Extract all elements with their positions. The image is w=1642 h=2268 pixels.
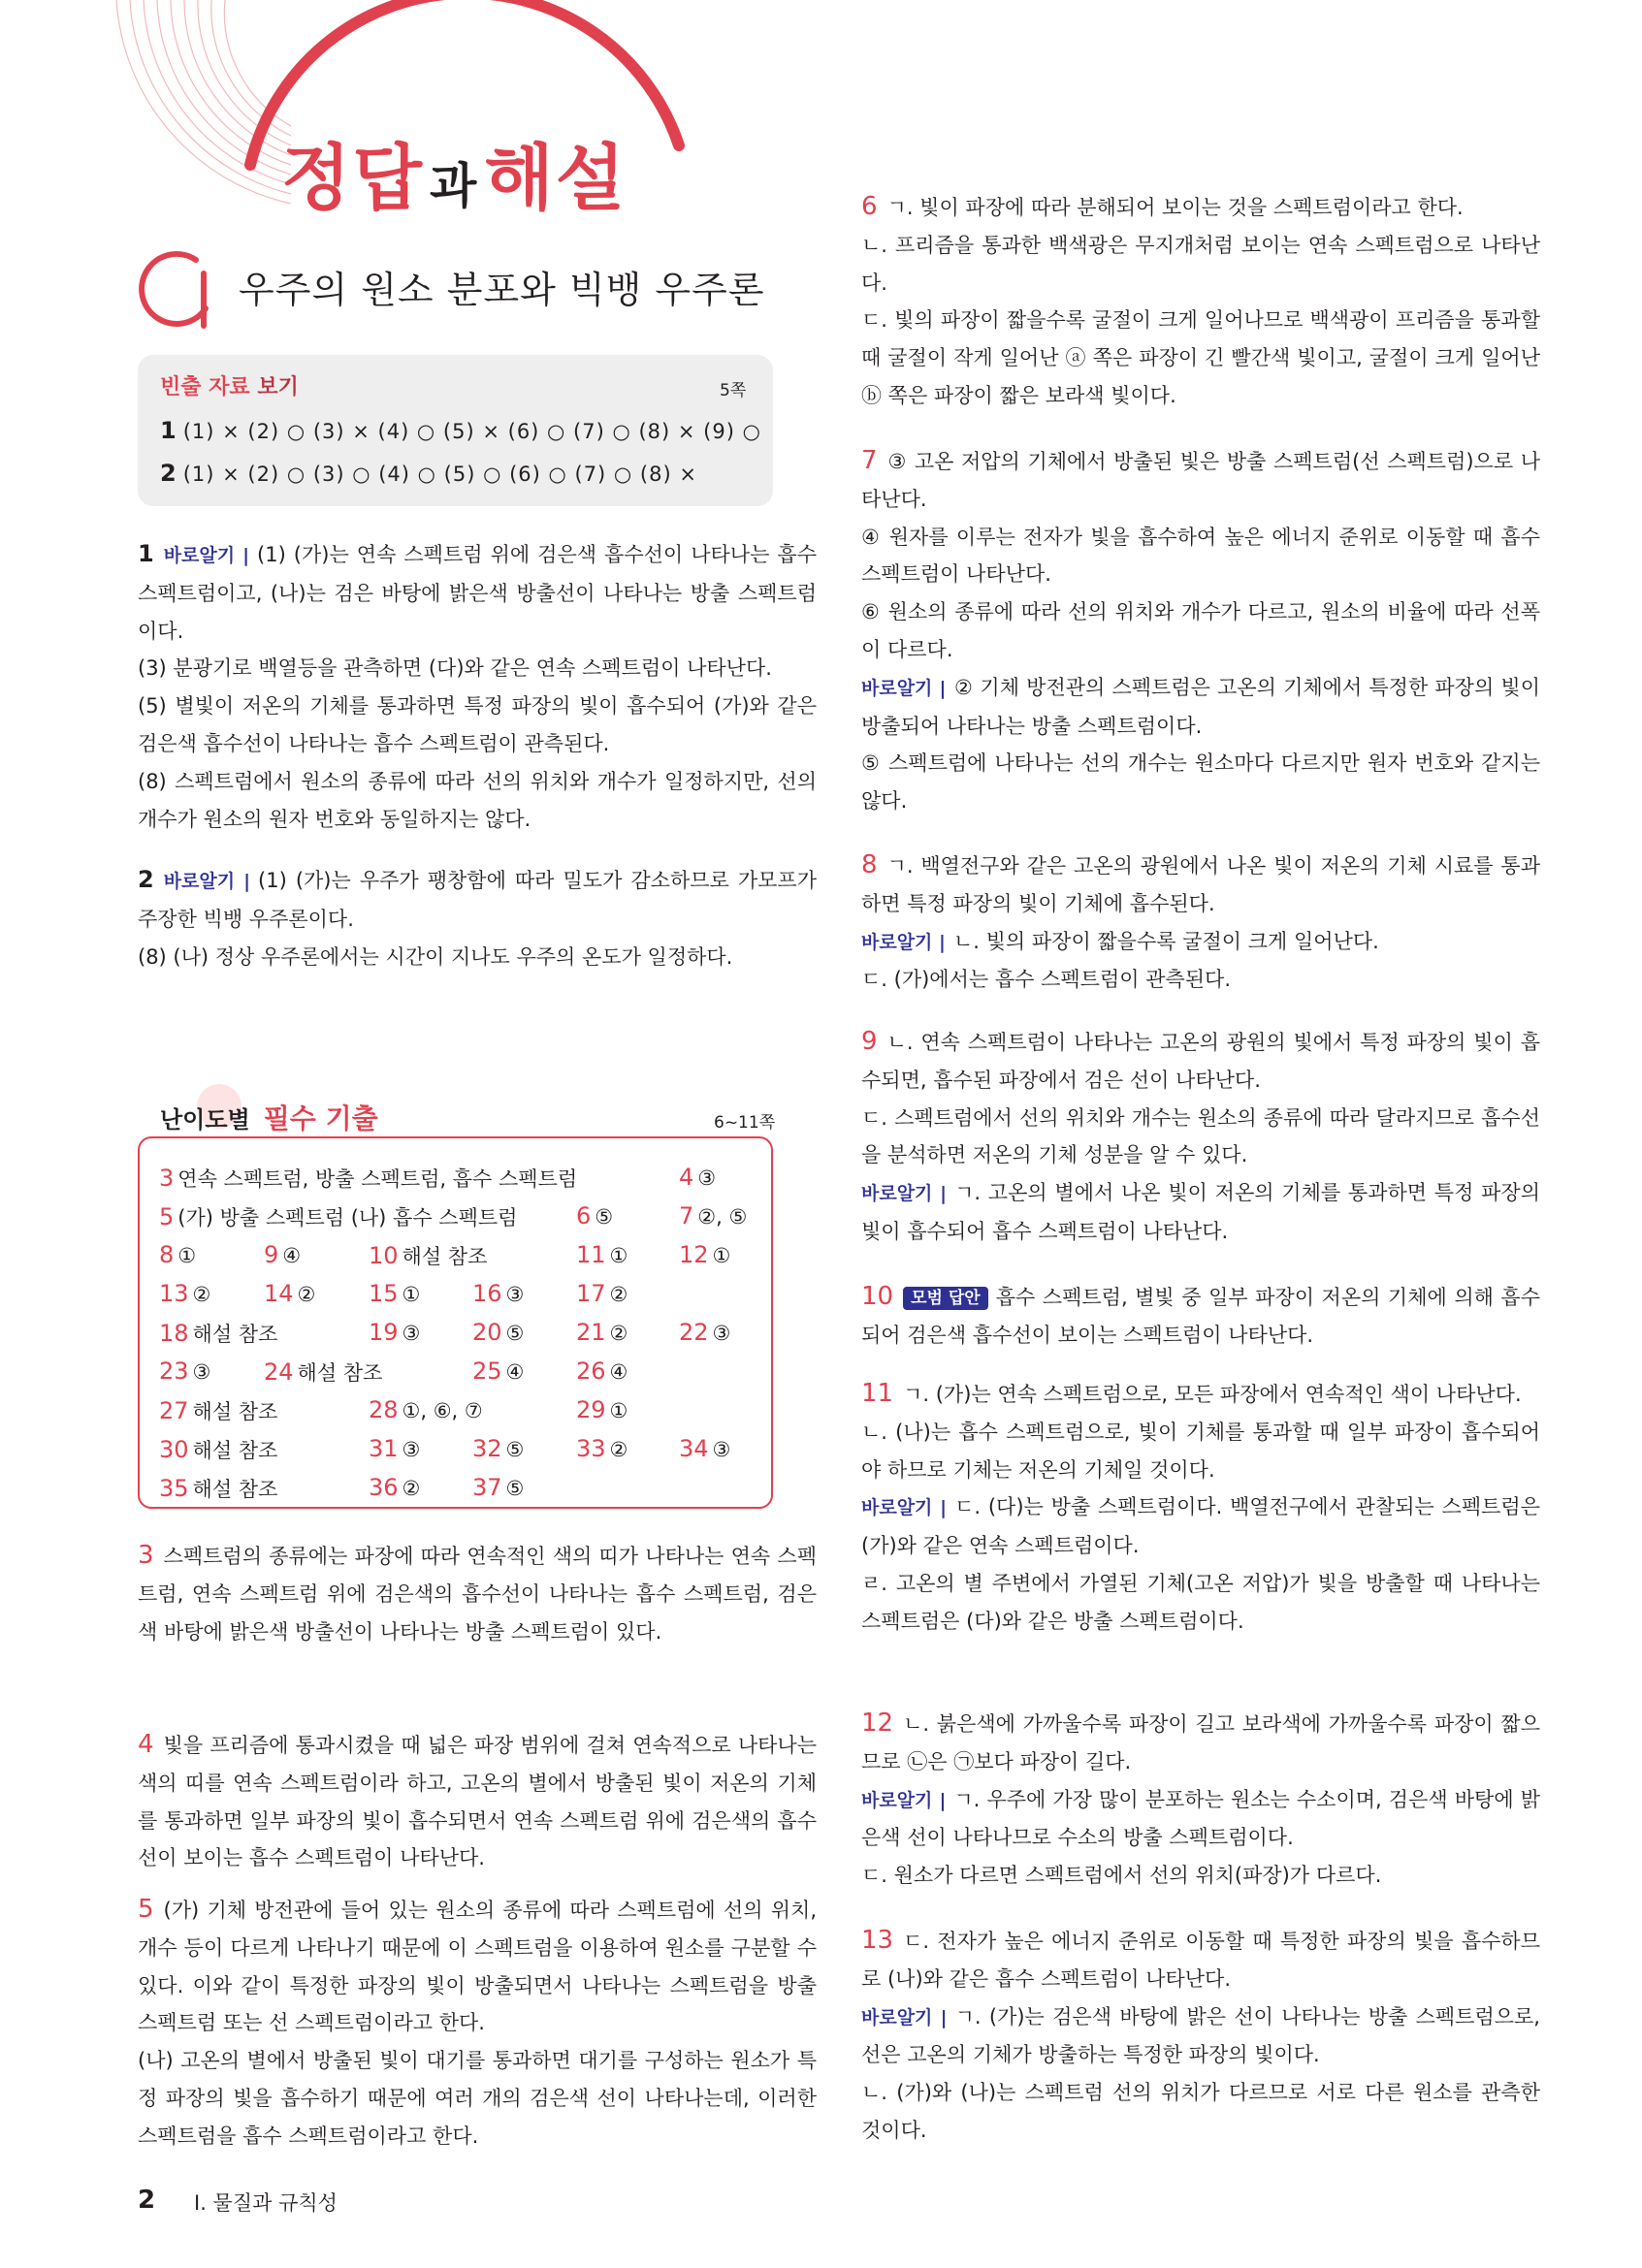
page-title [281,121,627,224]
answer-cell [159,1396,277,1425]
answer-row-number: 2 [160,460,177,487]
answer-cell [159,1280,210,1307]
answer-cell-number: 17 [576,1280,606,1307]
answer-cell-number: 9 [264,1241,279,1268]
answer-row-2 [160,460,697,487]
explanation-5 [138,1891,817,2156]
answer-cell-number: 31 [369,1435,399,1462]
answer-cell-number: 4 [679,1164,694,1191]
answer-cell-value: ② [609,1283,628,1306]
answer-cell-number: 21 [576,1319,606,1346]
answer-cell-value: ③ [505,1283,525,1306]
answer-cell-number: 33 [576,1435,606,1462]
answer-cell-value: 해설 참조 [192,1478,278,1501]
answer-cell-number: 22 [679,1319,709,1346]
answer-row-number: 1 [160,417,177,444]
correction-tag: 바로알기 | [861,2006,948,2028]
frequent-heading-main: 빈출 자료 [160,375,250,399]
answer-cell [264,1280,315,1307]
answer-cell [159,1202,517,1231]
explanation-line: ⑥ 원소의 종류에 따라 선의 위치와 개수가 다르고, 원소의 비율에 따라 선폭이 다르다. [861,600,1540,661]
chapter-number-mark [136,244,233,341]
explanation-line: ② 기체 방전관의 스펙트럼은 고온의 기체에서 특정한 파장의 빛이 방출되어 나타나는 방출 스펙트럼이다. [861,675,1540,738]
chapter-number: 01 [175,304,177,305]
explanation-line: ㄴ. (나)는 흡수 스펙트럼으로, 빛이 기체를 통과할 때 일부 파장이 흡수되어야 하므로 기체는 저온의 기체일 것이다. [861,1420,1540,1482]
title-part-3: 해설 [484,137,628,220]
answer-cell-number: 7 [679,1202,694,1230]
question-number: 6 [861,192,878,221]
question-number: 5 [138,1895,154,1924]
explanation-line: (8) (나) 정상 우주론에서는 시간이 지나도 우주의 온도가 일정하다. [138,944,733,969]
answer-cell-number: 30 [159,1436,189,1463]
page-number: 2 [138,2186,156,2215]
correction-tag: 바로알기 | [861,1497,948,1519]
question-number: 13 [861,1926,894,1955]
answer-cell-number: 16 [472,1280,502,1307]
explanation-9 [861,1023,1540,1251]
answer-cell-number: 15 [369,1280,399,1307]
answer-cell-value: ① [609,1244,628,1267]
answer-cell-number: 36 [369,1474,399,1501]
explanation-8 [861,847,1540,999]
answer-cell-value: ② [609,1438,628,1461]
answer-cell-number: 8 [159,1241,175,1268]
answer-cell [679,1241,730,1268]
answer-cell-number: 14 [264,1280,294,1307]
difficulty-heading-main: 필수 기출 [263,1102,378,1134]
explanation-line: (1) (가)는 우주가 팽창함에 따라 밀도가 감소하므로 가모프가 주장한 빅뱅 우주론이다. [138,869,817,931]
explanation-line: ㄱ. (가)는 검은색 바탕에 밝은 선이 나타나는 방출 스펙트럼으로, 선은 고온의 기체가 방출하는 특정한 파장의 빛이다. [861,2004,1540,2067]
answer-cell-value: ④ [505,1360,525,1384]
explanation-13 [861,1922,1540,2150]
explanation-line: ㄷ. 스펙트럼에서 선의 위치와 개수는 원소의 종류에 따라 달라지므로 흡수선을 분석하면 저온의 기체 성분을 알 수 있다. [861,1105,1540,1167]
answer-cell-value: ③ [192,1360,211,1384]
answer-cell [679,1435,730,1462]
explanation-line: ㄷ. (가)에서는 흡수 스펙트럼이 관측된다. [861,968,1232,992]
answer-cell-number: 13 [159,1280,189,1307]
frequent-page-ref: 5쪽 [720,381,747,400]
answer-cell [679,1164,716,1191]
answer-cell-value: ② [192,1283,211,1306]
answer-cell [264,1358,382,1387]
explanation-line: 흡수 스펙트럼, 별빛 중 일부 파장이 저온의 기체에 의해 흡수되어 검은색 흡수선이 보이는 스펙트럼이 나타난다. [861,1286,1540,1347]
answer-cell-number: 35 [159,1475,189,1502]
difficulty-heading [160,1098,378,1136]
answer-cell [472,1435,524,1462]
title-part-1: 정답 [281,137,424,220]
explanation-line: ④ 원자를 이루는 전자가 빛을 흡수하여 높은 에너지 준위로 이동할 때 흡수 스펙트럼이 나타난다. [861,525,1540,587]
answer-cell-value: ③ [402,1322,421,1345]
explanation-3 [138,1537,817,1650]
answer-cell [264,1241,301,1268]
question-number: 4 [138,1730,154,1759]
answer-cell-number: 34 [679,1435,709,1462]
answer-cell-value: ④ [609,1360,628,1384]
answer-cell-number: 28 [369,1396,399,1423]
explanation-line: ㄴ. (가)와 (나)는 스펙트럼 선의 위치가 다르므로 서로 다른 원소를 관측한 것이다. [861,2081,1540,2142]
answer-cell [369,1241,487,1270]
answer-cell-value: ⑤ [505,1477,525,1500]
answer-cell-value: ⑤ [505,1322,525,1345]
answer-cell-value: ③ [712,1438,731,1461]
answer-cell-number: 27 [159,1397,189,1424]
answer-cell [369,1396,483,1423]
answer-cell-value: 해설 참조 [192,1439,278,1462]
answer-cell [472,1474,524,1501]
answer-cell-value: ②, ⑤ [697,1205,748,1229]
question-number: 3 [138,1541,154,1570]
correction-tag: 바로알기 | [861,1789,947,1811]
difficulty-page-ref: 6~11쪽 [714,1113,776,1133]
answer-cell-number: 29 [576,1396,606,1423]
explanation-line: (나) 고온의 별에서 방출된 빛이 대기를 통과하면 대기를 구성하는 원소가 특정 파장의 빛을 흡수하기 때문에 여러 개의 검은색 선이 나타나는데, 이러한 스펙트럼을 흡수 스펙트럼이라고 한다. [138,2049,817,2148]
answer-cell [472,1280,524,1307]
explanation-line: ㄱ. 우주에 가장 많이 분포하는 원소는 수소이며, 검은색 바탕에 밝은색 선이 나타나므로 수소의 방출 스펙트럼이다. [861,1787,1540,1850]
answer-cell [159,1474,277,1503]
answer-cell-value: ① [712,1244,731,1267]
answer-cell-value: ① [609,1399,628,1422]
answer-cell [679,1319,730,1346]
answer-cell [159,1358,210,1385]
correction-tag: 바로알기 | [163,545,250,566]
question-number: 10 [861,1282,894,1311]
answer-cell [576,1202,613,1230]
answer-cell-number: 20 [472,1319,502,1346]
frequent-heading-sub: 보기 [257,375,299,399]
answer-cell-value: ② [609,1322,628,1345]
explanation-line: ㄴ. 프리즘을 통과한 백색광은 무지개처럼 보이는 연속 스펙트럼으로 나타난다. [861,233,1540,295]
correction-tag: 바로알기 | [861,931,946,953]
answer-cell-value: ② [297,1283,316,1306]
answer-cell-value: 연속 스펙트럼, 방출 스펙트럼, 흡수 스펙트럼 [177,1167,578,1191]
explanation-line: (3) 분광기로 백열등을 관측하면 (다)와 같은 연속 스펙트럼이 나타난다. [138,656,772,681]
answer-cell [369,1280,420,1307]
answer-cell-value: ③ [402,1438,421,1461]
answer-cell-number: 19 [369,1319,399,1346]
answer-cell-number: 32 [472,1435,502,1462]
explanation-line: (5) 별빛이 저온의 기체를 통과하면 특정 파장의 빛이 흡수되어 (가)와 같은 검은색 흡수선이 나타나는 흡수 스펙트럼이 관측된다. [138,694,817,755]
explanation-line: 빛을 프리즘에 통과시켰을 때 넓은 파장 범위에 걸쳐 연속적으로 나타나는 색의 띠를 연속 스펙트럼이라 하고, 고온의 별에서 방출된 빛이 저온의 기체를 통과하면 일부 파장의 빛이 흡수되면서 연속 스펙트럼 위에 검은색의 흡수선이 보이는 흡수 스펙트럼이 나타난다. [138,1734,817,1870]
answer-cell-number: 26 [576,1358,606,1385]
explanation-line: (가) 기체 방전관에 들어 있는 원소의 종류에 따라 스펙트럼에 선의 위치, 개수 등이 다르게 나타나기 때문에 이 스펙트럼을 이용하여 원소를 구분할 수 있다. 이와 같이 특정한 파장의 빛이 방출되면서 나타나는 스펙트럼을 방출 스펙트럼 또는 선 스펙트럼이라고 한다. [138,1899,817,2035]
answer-cell [472,1319,524,1346]
explanation-line: ㄴ. 붉은색에 가까울수록 파장이 길고 보라색에 가까울수록 파장이 짧으므로 ㉡은 ㉠보다 파장이 길다. [861,1712,1540,1773]
question-number: 9 [861,1027,878,1056]
answer-cell [679,1202,747,1230]
answer-cell [159,1164,577,1193]
answer-cell-value: ④ [282,1244,302,1267]
answer-cell [472,1358,524,1385]
explanation-6 [861,188,1540,415]
answer-cell-value: ③ [712,1322,731,1345]
answer-cell [576,1435,628,1462]
model-answer-badge: 모범 답안 [903,1287,988,1310]
answer-cell-number: 12 [679,1241,709,1268]
question-number: 1 [138,540,154,567]
answer-cell-number: 24 [264,1358,294,1386]
answer-cell [159,1435,277,1464]
explanation-line: ㄱ. (가)는 연속 스펙트럼으로, 모든 파장에서 연속적인 색이 나타난다. [903,1383,1522,1406]
correction-tag: 바로알기 | [861,677,947,699]
answer-row-values: (1) × (2) ○ (3) ○ (4) ○ (5) ○ (6) ○ (7) ○ (8) × [182,463,697,486]
answer-cell-number: 10 [369,1242,399,1269]
answer-cell-number: 5 [159,1203,175,1230]
answer-cell [576,1241,628,1268]
answer-cell [369,1319,420,1346]
question-number: 11 [861,1379,894,1408]
answer-cell [576,1319,628,1346]
explanation-line: (8) 스펙트럼에서 원소의 종류에 따라 선의 위치와 개수가 일정하지만, 선의 개수가 원소의 원자 번호와 동일하지는 않다. [138,769,817,831]
answer-row-values: (1) × (2) ○ (3) × (4) ○ (5) × (6) ○ (7) ○ (8) × (9) ○ [182,420,761,443]
answer-cell [576,1358,628,1385]
explanation-7 [861,442,1540,820]
explanation-line: ㄷ. (다)는 방출 스펙트럼이다. 백열전구에서 관찰되는 스펙트럼은 (가)와 같은 연속 스펙트럼이다. [861,1495,1540,1558]
explanation-line: ㄷ. 빛의 파장이 짧을수록 굴절이 크게 일어나므로 백색광이 프리즘을 통과할 때 굴절이 작게 일어난 ⓐ 쪽은 파장이 긴 빨간색 빛이고, 굴절이 크게 일어난 ⓑ 쪽은 파장이 짧은 보라색 빛이다. [861,308,1540,407]
question-number: 7 [861,446,878,475]
explanation-line: ㄷ. 전자가 높은 에너지 준위로 이동할 때 특정한 파장의 빛을 흡수하므로 (나)와 같은 흡수 스펙트럼이 나타난다. [861,1930,1540,1991]
answer-cell-number: 6 [576,1202,592,1230]
explanation-4 [138,1726,817,1877]
answer-cell-number: 23 [159,1358,189,1385]
explanation-11 [861,1375,1540,1641]
answer-cell-number: 3 [159,1165,175,1192]
answer-cell [576,1280,628,1307]
answer-cell-value: ② [402,1477,421,1500]
answer-cell-number: 18 [159,1320,189,1347]
explanation-line: ㄱ. 고온의 별에서 나온 빛이 저온의 기체를 통과하면 특정 파장의 빛이 흡수되어 흡수 스펙트럼이 나타난다. [861,1181,1540,1243]
explanation-line: ⑤ 스펙트럼에 나타나는 선의 개수는 원소마다 다르지만 원자 번호와 같지는 않다. [861,751,1540,814]
explanation-10 [861,1278,1540,1355]
answer-cell-value: ③ [697,1166,717,1190]
answer-cell-value: ⑤ [595,1205,614,1229]
explanation-1 [138,535,817,838]
answer-cell [576,1396,628,1423]
section-name: Ⅰ. 물질과 규칙성 [194,2191,338,2215]
explanation-line: ㄴ. 연속 스펙트럼이 나타나는 고온의 광원의 빛에서 특정 파장의 빛이 흡수되면, 흡수된 파장에서 검은 선이 나타난다. [861,1031,1540,1092]
chapter-title: 우주의 원소 분포와 빅뱅 우주론 [239,269,765,311]
title-part-2: 과 [429,158,479,214]
explanation-line: ③ 고온 저압의 기체에서 방출된 빛은 방출 스펙트럼(선 스펙트럼)으로 나타난다. [861,450,1540,511]
answer-cell-value: ① [402,1283,421,1306]
answer-cell-value: 해설 참조 [402,1245,488,1268]
explanation-line: (1) (가)는 연속 스펙트럼 위에 검은색 흡수선이 나타나는 흡수 스펙트럼이고, (나)는 검은 바탕에 밝은색 방출선이 나타나는 방출 스펙트럼이다. [138,543,817,643]
answer-cell-value: (가) 방출 스펙트럼 (나) 흡수 스펙트럼 [177,1206,518,1230]
question-number: 8 [861,850,878,879]
explanation-line: ㄴ. 빛의 파장이 짧을수록 굴절이 크게 일어난다. [952,929,1379,953]
answer-cell-value: ①, ⑥, ⑦ [402,1399,483,1422]
correction-tag: 바로알기 | [163,871,251,892]
answer-cell-value: 해설 참조 [192,1400,278,1423]
answer-cell-value: ① [177,1244,197,1267]
answer-cell-value: 해설 참조 [192,1323,278,1346]
difficulty-heading-pre: 난이도별 [160,1106,250,1134]
answer-cell [369,1435,420,1462]
answer-cell [159,1319,277,1348]
answer-cell [369,1474,420,1501]
explanation-line: 스펙트럼의 종류에는 파장에 따라 연속적인 색의 띠가 나타나는 연속 스펙트럼, 연속 스펙트럼 위에 검은색의 흡수선이 나타나는 흡수 스펙트럼, 검은색 바탕에 밝은색 방출선이 나타나는 방출 스펙트럼이 있다. [138,1545,817,1644]
explanation-line: ㄷ. 원소가 다르면 스펙트럼에서 선의 위치(파장)가 다르다. [861,1864,1382,1888]
question-number: 12 [861,1709,894,1738]
answer-row-1 [160,417,761,444]
answer-cell-value: ⑤ [505,1438,525,1461]
explanation-2 [138,861,817,975]
answer-cell-number: 37 [472,1474,502,1501]
answer-cell [159,1241,196,1268]
answer-cell-value: 해설 참조 [297,1361,383,1385]
explanation-12 [861,1705,1540,1895]
answer-cell-number: 11 [576,1241,606,1268]
explanation-line: ㄱ. 빛이 파장에 따라 분해되어 보이는 것을 스펙트럼이라고 한다. [886,196,1464,219]
explanation-line: ㄹ. 고온의 별 주변에서 가열된 기체(고온 저압)가 빛을 방출할 때 나타나는 스펙트럼은 (다)와 같은 방출 스펙트럼이다. [861,1571,1540,1633]
answer-cell-number: 25 [472,1358,502,1385]
frequent-data-heading [160,370,299,400]
explanation-line: ㄱ. 백열전구와 같은 고온의 광원에서 나온 빛이 저온의 기체 시료를 통과하면 특정 파장의 빛이 기체에 흡수된다. [861,854,1540,915]
correction-tag: 바로알기 | [861,1183,948,1205]
question-number: 2 [138,866,154,893]
